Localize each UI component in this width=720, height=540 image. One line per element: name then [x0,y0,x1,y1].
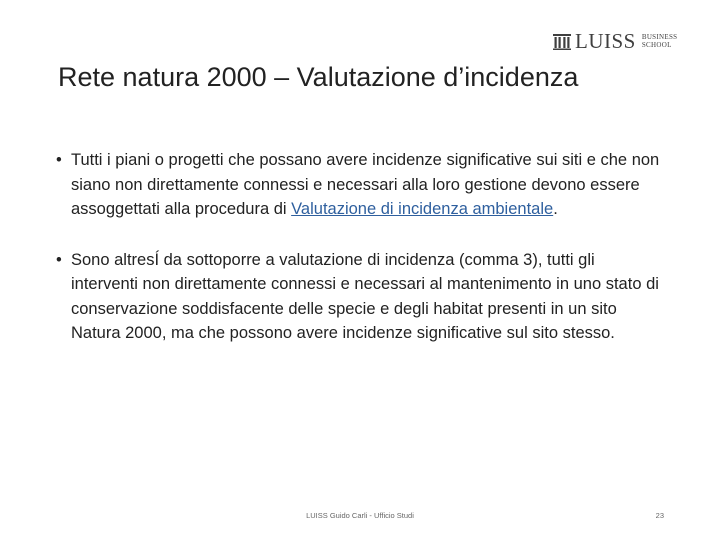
bullet-list [56,148,666,372]
page-number: 23 [655,511,664,520]
columns-icon [553,34,571,50]
bullet-item [56,248,666,346]
bullet-item [56,148,666,222]
luiss-logo [553,31,677,52]
logo-sub-line2: SCHOOL [641,40,672,49]
footer-text: LUISS Guido Carli - Ufficio Studi [306,511,414,520]
slide-title: Rete natura 2000 – Valutazione d’incidenza [58,62,579,92]
bullet-text: Tutti i piani o progetti che possano avere incidenze significative sui siti e che non siano non direttamente connessi e necessari alla loro gestione devono essere assoggettati alla procedura di [71,151,660,218]
logo-subtitle [642,34,677,49]
bullet-text-end: . [553,200,558,218]
valutazione-incidenza-link[interactable]: Valutazione di incidenza ambientale [291,200,554,218]
logo-sub-line1: BUSINESS [641,33,678,41]
bullet-marker: • [56,151,62,169]
bullet-text: Sono altresÍ da sottoporre a valutazione di incidenza (comma 3), tutti gli interventi non direttamente connessi e necessari al mantenimento in uno stato di conservazione soddisfacente delle specie e degli habitat presenti in un sito Natura 2000, ma che possono avere incidenze significative sul sito stesso. [71,250,659,342]
logo-name: LUISS [575,29,636,53]
bullet-marker: • [56,250,62,269]
